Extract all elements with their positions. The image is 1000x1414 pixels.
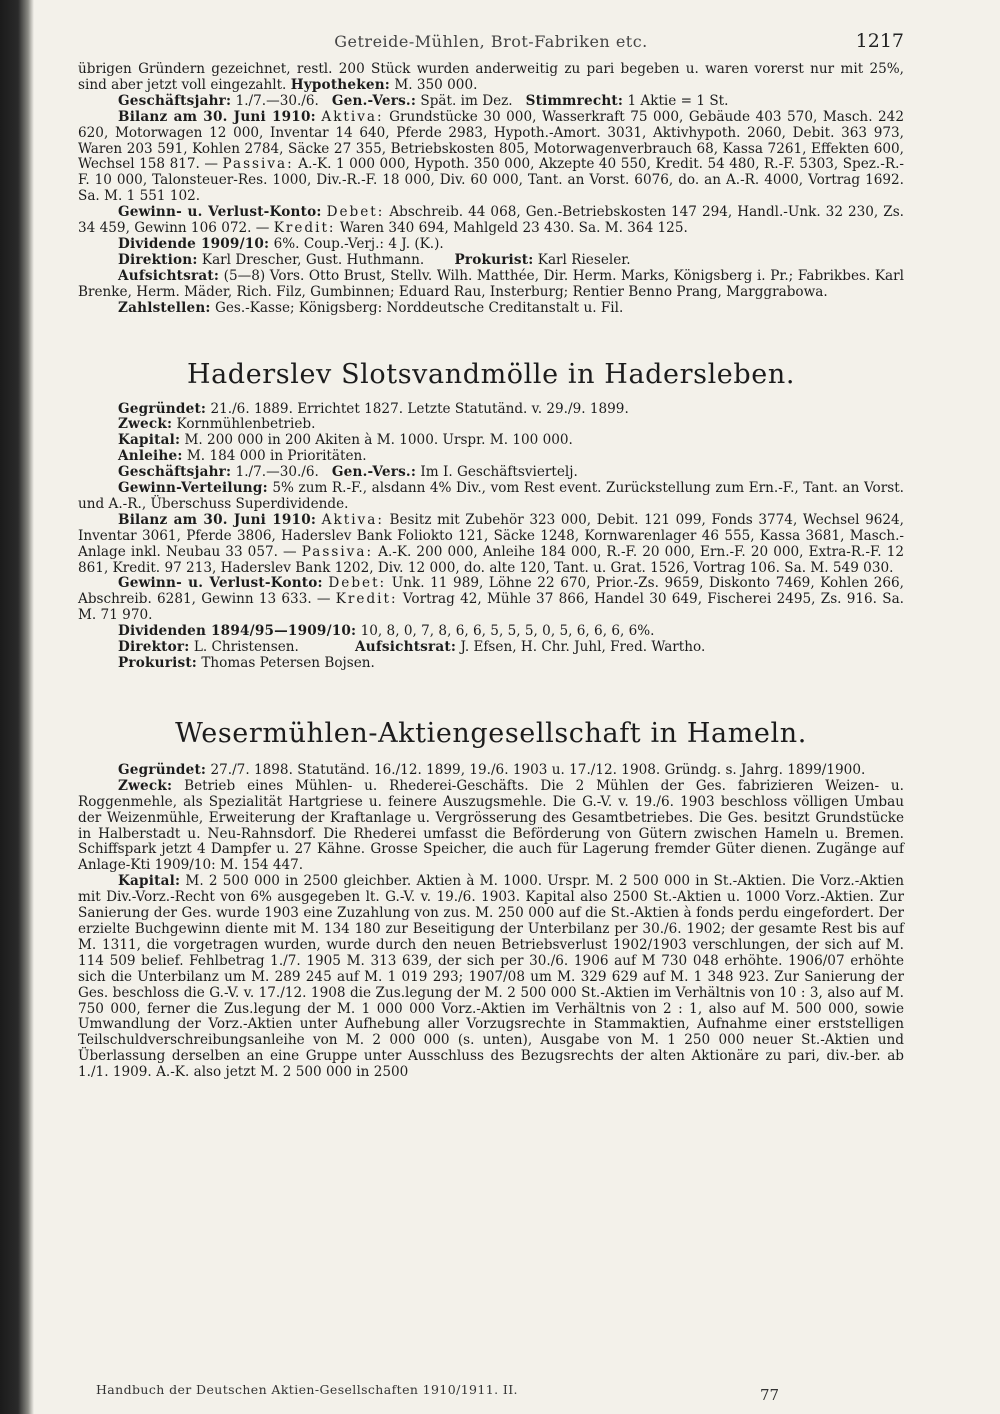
company-title-wesermuehlen: Wesermühlen-Aktiengesellschaft in Hameln.	[175, 717, 807, 749]
aufsichtsrat-paragraph	[78, 269, 904, 301]
geschaeftsjahr-value: 1./7.—30./6.	[235, 464, 319, 481]
aufsichtsrat-label: Aufsichtsrat:	[355, 639, 457, 656]
hypotheken-label: Hypotheken:	[290, 76, 390, 93]
page-header	[78, 28, 904, 62]
bilanz-aktiva: Grundstücke 30 000, Wasserkraft 75 000, Gebäude 403 570, Masch. 242 620, Motorwagen 12 000, Inventar 14 640, Pferde 2983, Hypoth.-Amort. 3031, Aktivhypoth. 2060, Debit. 363 973, Waren 203 591, Kohlen 2784, Säcke 27 355, Betriebskosten 805, Motorwagenverbrauch 68, Kassa 7261, Effekten 600, Wechsel 158 817. —	[78, 108, 904, 173]
prokurist-label: Prokurist:	[454, 251, 534, 268]
zweck-label: Zweck:	[118, 777, 173, 794]
geschaeftsjahr-line	[78, 94, 904, 110]
guv-label: Gewinn- u. Verlust-Konto:	[118, 204, 322, 221]
dividende-line	[78, 237, 904, 253]
direktion-line	[78, 253, 904, 269]
dividenden-value: 10, 8, 0, 7, 8, 6, 6, 5, 5, 5, 0, 5, 6, 6, 6, 6%.	[360, 623, 655, 640]
prokurist-line	[78, 656, 904, 672]
direktor-value: L. Christensen.	[193, 639, 299, 656]
anleihe-label: Anleihe:	[118, 448, 183, 465]
anleihe-line	[78, 449, 904, 465]
guv-paragraph	[78, 576, 904, 624]
zahlstellen-line	[78, 301, 904, 317]
kredit-label: Kredit:	[335, 591, 398, 608]
kapital-value: M. 2 500 000 in 2500 gleichber. Aktien à M. 1000. Urspr. M. 2 500 000 in St.-Aktien. Die Vorz.-Aktien mit Div.-Vorz.-Recht von 6% ausgegeben lt. G.-V. v. 19./6. 1903. Kapital also 2500 St.-Aktien u. 1000 Vorz.-Aktien. Zur Sanierung der Ges. wurde 1903 eine Zuzahlung von zus. M. 250 000 auf die St.-Aktien à fonds perdu eingefordert. Der erzielte Buchgewinn diente mit M. 134 180 zur Beseitigung der Unterbilanz per 30./6. 1902; der gesamte Rest bis auf M. 1311, die vorgetragen wurden, wurde durch den neuen Betriebsverlust 1902/1903 verschlungen, der sich auf M. 114 509 belief. Fehlbetrag 1./7. 1905 M. 313 639, der sich per 30./6. 1906 auf M 730 048 erhöhte. 1906/07 erhöhte sich die Unterbilanz um M. 289 245 auf M. 1 019 293; 1907/08 um M. 329 629 auf M. 1 348 923. Zur Sanierung der Ges. beschloss die G.-V. v. 17./12. 1908 die Zus.legung der M. 2 500 000 St.-Aktien im Verhältnis von 10 : 3, also auf M. 750 000, ferner die Zus.legung der M. 1 000 000 Vorz.-Aktien im Verhältnis von 2 : 1, also auf M. 500 000, sowie Umwandlung der Vorz.-Aktien unter Aufhebung aller Vorzugsrechte in Stammaktien, Aufnahme einer erststelligen Teilschuldverschreibungsanleihe von M. 2 000 000 (s. unten), Ausgabe von M. 1 250 000 neuer St.-Aktien und Überlassung derselben an eine Gruppe unter Ausschluss des Bezugsrechts der alten Aktionäre zu pari, div.-ber. ab 1./1. 1909. A.-K. also jetzt M. 2 500 000 in 2500	[78, 873, 905, 1081]
aufsichtsrat-label: Aufsichtsrat:	[118, 267, 220, 284]
bilanz-passiva: A.-K. 1 000 000, Hypoth. 350 000, Akzepte 40 550, Kredit. 54 480, R.-F. 5303, Spez.-R.-F. 10 000, Talonsteuer-Res. 1000, Div.-R.-F. 18 000, Div. 60 000, Tant. an Vorst. 6076, do. an A.-R. 4000, Vortrag 1692. Sa. M. 1 551 102.	[78, 156, 904, 205]
bilanz-label: Bilanz am 30. Juni 1910:	[118, 511, 317, 528]
genvers-label: Gen.-Vers.:	[331, 464, 417, 481]
passiva-label: Passiva:	[222, 156, 294, 173]
dividende-label: Dividende 1909/10:	[118, 235, 270, 252]
bilanz-passiva: A.-K. 200 000, Anleihe 184 000, R.-F. 20 000, Ern.-F. 20 000, Extra-R.-F. 12 861, Kredit. 97 213, Haderslev Bank 1202, Div. 12 000, do. alte 120, Tant. u. Grat. 1526, Vortrag 106. Sa. M. 549 030.	[78, 543, 904, 576]
gegruendet-label: Gegründet:	[118, 400, 207, 417]
guv-label: Gewinn- u. Verlust-Konto:	[118, 575, 323, 592]
zweck-label: Zweck:	[118, 416, 173, 433]
prokurist-label: Prokurist:	[118, 655, 198, 671]
zahlstellen-value: Ges.-Kasse; Königsberg: Norddeutsche Creditanstalt u. Fil.	[214, 299, 624, 316]
kapital-label: Kapital:	[118, 432, 181, 449]
kapital-line	[78, 433, 904, 449]
section-previous-company	[78, 62, 904, 317]
anleihe-value: M. 184 000 in Prioritäten.	[186, 448, 367, 465]
gegruendet-label: Gegründet:	[118, 761, 207, 778]
zweck-value: Kornmühlenbetrieb.	[176, 416, 316, 433]
bilanz-paragraph	[78, 110, 904, 205]
running-title: Getreide-Mühlen, Brot-Fabriken etc.	[334, 32, 648, 51]
aktiva-label: Aktiva:	[321, 511, 384, 528]
gewinnverteilung-label: Gewinn-Verteilung:	[118, 480, 268, 497]
aufsichtsrat-value: (5—8) Vors. Otto Brust, Stellv. Wilh. Matthée, Dir. Herm. Marks, Königsberg i. Pr.; Fabrikbes. Karl Brenke, Herm. Mäder, Rich. Filz, Gumbinnen; Eduard Rau, Insterburg; Rentier Benno Prang, Marggrabowa.	[78, 267, 904, 300]
stimmrecht-value: 1 Aktie = 1 St.	[627, 92, 729, 109]
aktiva-label: Aktiva:	[321, 108, 384, 125]
company-title-haderslev: Haderslev Slotsvandmölle in Hadersleben.	[186, 358, 796, 390]
passiva-label: Passiva:	[301, 543, 374, 560]
footer-book-title: Handbuch der Deutschen Aktien-Gesellschaften 1910/1911. II.	[96, 1382, 518, 1397]
genvers-value: Spät. im Dez.	[420, 92, 513, 109]
section-haderslev	[78, 359, 904, 672]
zweck-line	[78, 417, 904, 433]
aufsichtsrat-value: J. Efsen, H. Chr. Juhl, Fred. Wartho.	[460, 639, 706, 656]
guv-debet: Abschreib. 44 068, Gen.-Betriebskosten 147 294, Handl.-Unk. 32 230, Zs. 34 459, Gewinn 106 072. —	[78, 204, 905, 237]
dividenden-line	[78, 624, 904, 640]
section-wesermuehlen	[78, 718, 904, 1081]
page-content	[78, 28, 904, 1081]
page-binding-edge	[0, 0, 34, 1414]
debet-label: Debet:	[328, 575, 387, 592]
direktion-value: Karl Drescher, Gust. Huthmann.	[201, 251, 425, 268]
guv-kredit: Vortrag 42, Mühle 37 866, Handel 30 649, Fischerei 2495, Zs. 916. Sa. M. 71 970.	[78, 591, 904, 624]
intro-paragraph	[78, 62, 904, 94]
genvers-value: Im I. Geschäftsviertelj.	[420, 464, 578, 481]
zahlstellen-label: Zahlstellen:	[118, 299, 211, 316]
gegruendet-paragraph	[78, 763, 904, 779]
direktor-line	[78, 640, 904, 656]
debet-label: Debet:	[326, 204, 385, 221]
gewinnverteilung-value: 5% zum R.-F., alsdann 4% Div., vom Rest event. Zurückstellung zum Ern.-F., Tant. an Vorst. und A.-R., Überschuss Superdividende.	[78, 480, 904, 512]
geschaeftsjahr-value: 1./7.—30./6.	[235, 92, 319, 109]
zweck-value: Betrieb eines Mühlen- u. Rhederei-Geschäfts. Die 2 Mühlen der Ges. fabrizieren Weizen- u. Roggenmehle, als Spezialität Hartgriese u. feinere Auszugsmehle. Die G.-V. v. 19./6. 1903 beschloss völligen Umbau der Weizenmühle, Erweiterung der Kraftanlage u. Vergrösserung des Gesamtbetriebes. Die Ges. besitzt Grundstücke in Halberstadt u. Neu-Rahnsdorf. Die Rhederei umfasst die Beförderung von Gütern zwischen Hameln u. Bremen. Schiffspark jetzt 4 Dampfer u. 27 Kähne. Grosse Speicher, die auch für Lagerung fremder Güter dienen. Zugänge auf Anlage-Kti 1909/10: M. 154 447.	[78, 777, 904, 874]
prokurist-value: Karl Rieseler.	[537, 251, 631, 268]
guv-paragraph	[78, 205, 904, 237]
genvers-label: Gen.-Vers.:	[331, 92, 417, 109]
kapital-label: Kapital:	[118, 873, 181, 890]
bilanz-aktiva: Besitz mit Zubehör 323 000, Debit. 121 099, Fonds 3774, Wechsel 9624, Inventar 3061, Pferde 3806, Haderslev Bank Foliokto 121, Säcke 1248, Kornwarenlager 46 555, Kassa 3681, Masch.-Anlage inkl. Neubau 33 057. —	[78, 511, 904, 560]
guv-kredit: Waren 340 694, Mahlgeld 23 430. Sa. M. 364 125.	[339, 220, 688, 237]
guv-debet: Unk. 11 989, Löhne 22 670, Prior.-Zs. 9659, Diskonto 7469, Kohlen 266, Abschreib. 6281, Gewinn 13 633. —	[78, 575, 905, 608]
prokurist-value: Thomas Petersen Bojsen.	[201, 655, 375, 671]
dividenden-label: Dividenden 1894/95—1909/10:	[118, 623, 357, 640]
bilanz-paragraph	[78, 513, 904, 577]
stimmrecht-label: Stimmrecht:	[525, 92, 624, 109]
zweck-paragraph	[78, 779, 904, 874]
geschaeftsjahr-label: Geschäftsjahr:	[118, 464, 232, 481]
kapital-value: M. 200 000 in 200 Akiten à M. 1000. Urspr. M. 100 000.	[184, 432, 573, 449]
kredit-label: Kredit:	[273, 220, 336, 237]
geschaeftsjahr-line	[78, 465, 904, 481]
geschaeftsjahr-label: Geschäftsjahr:	[118, 92, 232, 109]
gegruendet-value: 27./7. 1898. Statutänd. 16./12. 1899, 19./6. 1903 u. 17./12. 1908. Gründg. s. Jahrg. 1899/1900.	[210, 761, 866, 778]
direktor-label: Direktor:	[118, 639, 190, 656]
footer-signature: 77	[760, 1386, 780, 1404]
gegruendet-line	[78, 402, 904, 418]
page-number: 1217	[855, 30, 904, 52]
kapital-paragraph	[78, 874, 904, 1081]
gewinnverteilung-paragraph	[78, 481, 904, 513]
intro-text: übrigen Gründern gezeichnet, restl. 200 Stück wurden anderweitig zu pari begeben u. waren vorerst nur mit 25%, sind aber jetzt voll eingezahlt.	[78, 61, 904, 93]
hypotheken-value: M. 350 000.	[394, 76, 478, 93]
bilanz-label: Bilanz am 30. Juni 1910:	[118, 108, 316, 125]
dividende-value: 6%. Coup.-Verj.: 4 J. (K.).	[273, 235, 444, 252]
direktion-label: Direktion:	[118, 251, 198, 268]
gegruendet-value: 21./6. 1889. Errichtet 1827. Letzte Statutänd. v. 29./9. 1899.	[210, 400, 629, 417]
